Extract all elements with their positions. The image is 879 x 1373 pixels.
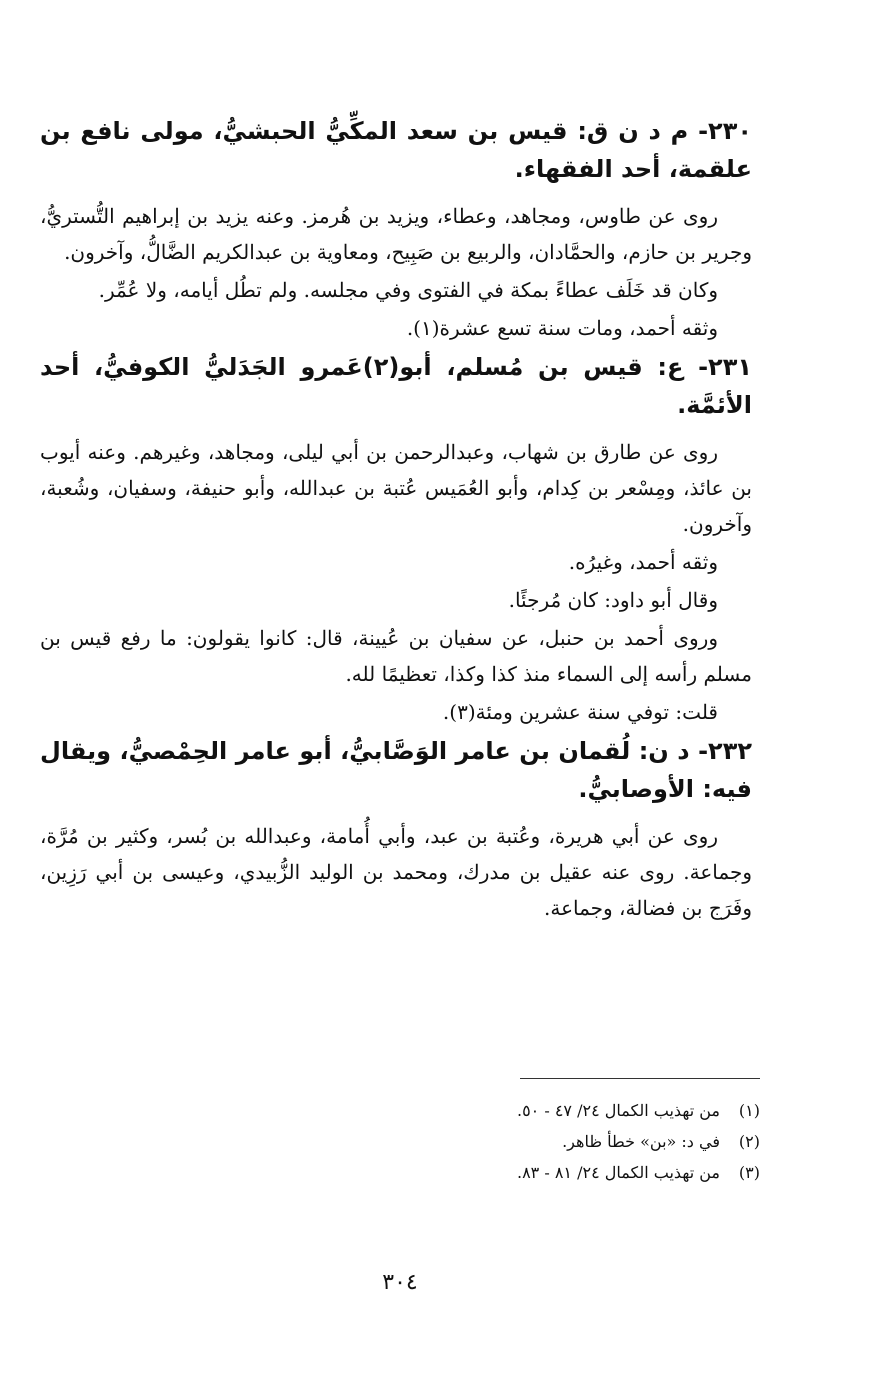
- footnote-text: في د: «بن» خطأ ظاهر.: [562, 1132, 720, 1151]
- entry-paragraph: وروى أحمد بن حنبل، عن سفيان بن عُيينة، قال: كانوا يقولون: ما رفع قيس بن مسلم رأسه إلى السماء منذ كذا وكذا، تعظيمًا لله.: [40, 626, 752, 686]
- footnote-number: (٣): [738, 1163, 760, 1182]
- entry-heading: ٢٣٢- د ن: لُقمان بن عامر الوَصَّابيُّ، أبو عامر الحِمْصيُّ، ويقال فيه: الأوصابيُّ.: [40, 737, 752, 803]
- entry-paragraph: وكان قد خَلَف عطاءً بمكة في الفتوى وفي مجلسه. ولم تطُل أيامه، ولا عُمِّر.: [98, 278, 718, 302]
- entry-heading: ٢٣١- ع: قيس بن مُسلم، أبو(٢)عَمرو الجَدَليُّ الكوفيُّ، أحد الأئمَّة.: [40, 353, 752, 419]
- footnote-3: [40, 1157, 760, 1188]
- page-number: ٣٠٤: [382, 1270, 418, 1295]
- footnote-1: [40, 1095, 760, 1126]
- entry-paragraph: وثقه أحمد، وغيرُه.: [568, 550, 718, 574]
- footnote-divider: [520, 1078, 760, 1079]
- footnote-2: [40, 1126, 760, 1157]
- entry-paragraph: قلت: توفي سنة عشرين ومئة(٣).: [442, 700, 718, 724]
- biography-entry-231: [40, 348, 752, 730]
- footnotes: [40, 1095, 760, 1188]
- entry-paragraph: روى عن طارق بن شهاب، وعبدالرحمن بن أبي ليلى، ومجاهد، وغيرهم. وعنه أيوب بن عائذ، ومِسْعر بن كِدام، وأبو العُمَيس عُتبة بن عبدالله، وأبو حنيفة، وسفيان، وشُعبة، وآخرون.: [40, 440, 752, 536]
- footnote-number: (١): [738, 1101, 760, 1120]
- entry-heading: ٢٣٠- م د ن ق: قيس بن سعد المكِّيُّ الحبشيُّ، مولى نافع بن علقمة، أحد الفقهاء.: [40, 117, 752, 183]
- entry-paragraph: وقال أبو داود: كان مُرجئًا.: [508, 588, 718, 612]
- entry-paragraph: وثقه أحمد، ومات سنة تسع عشرة(١).: [406, 316, 718, 340]
- footnote-number: (٢): [738, 1132, 760, 1151]
- footnote-text: من تهذيب الكمال ٢٤/ ٤٧ - ٥٠.: [516, 1101, 720, 1120]
- entry-paragraph: روى عن طاوس، ومجاهد، وعطاء، ويزيد بن هُرمز. وعنه يزيد بن إبراهيم التُّستريُّ، وجرير بن حازم، والحمَّادان، والربيع بن صَبِيح، ومعاوية بن عبدالكريم الضَّالُّ، وآخرون.: [40, 204, 752, 264]
- footnote-text: من تهذيب الكمال ٢٤/ ٨١ - ٨٣.: [516, 1163, 720, 1182]
- biography-entry-230: [40, 112, 752, 346]
- biography-entry-232: [40, 732, 752, 926]
- page-body: [40, 112, 752, 928]
- entry-paragraph: روى عن أبي هريرة، وعُتبة بن عبد، وأبي أُمامة، وعبدالله بن بُسر، وكثير بن مُرَّة، وجماعة. روى عنه عقيل بن مدرك، ومحمد بن الوليد الزُّبيدي، وعيسى بن أبي رَزِين، وفَرَج بن فضالة، وجماعة.: [40, 824, 752, 920]
